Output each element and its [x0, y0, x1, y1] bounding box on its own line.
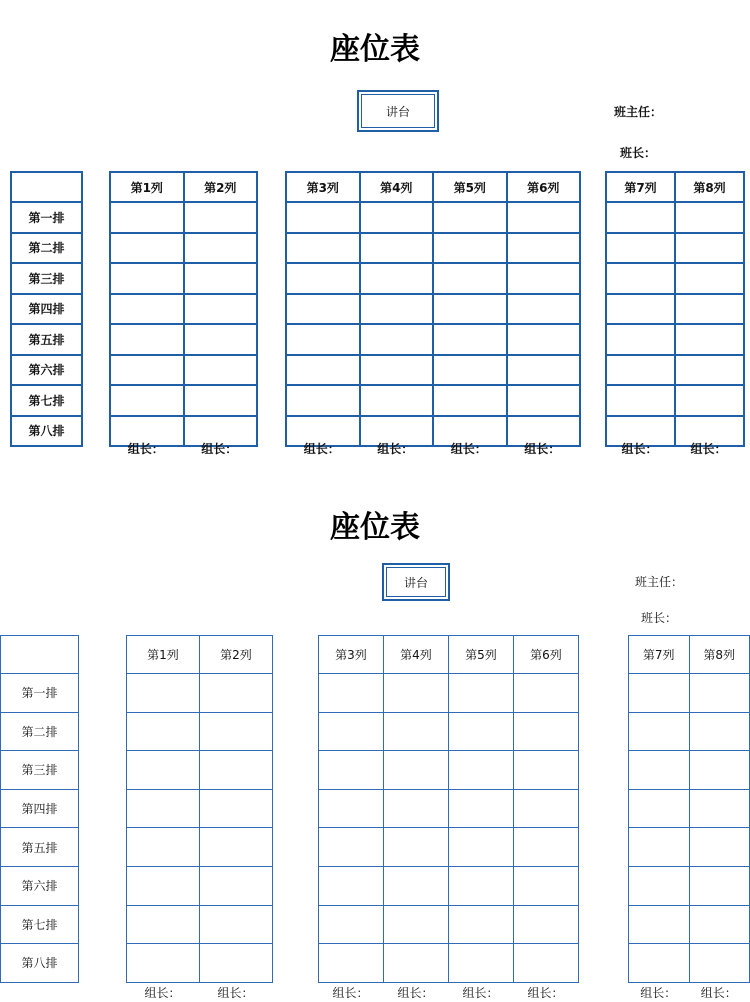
seat-row: [319, 751, 579, 790]
seat-cell[interactable]: [184, 263, 258, 294]
seat-row: [127, 789, 273, 828]
seat-cell[interactable]: [629, 674, 690, 713]
seat-cell[interactable]: [286, 263, 360, 294]
seat-cell[interactable]: [514, 828, 579, 867]
row-label: 第四排: [1, 789, 79, 828]
seat-cell[interactable]: [629, 789, 690, 828]
row-label: 第三排: [11, 263, 82, 294]
seat-cell[interactable]: [200, 674, 273, 713]
seat-row: [1, 674, 79, 713]
seat-table-group-2: [285, 171, 581, 447]
seat-cell[interactable]: [127, 712, 200, 751]
column-header: 第7列: [606, 172, 675, 202]
seat-cell[interactable]: [110, 233, 184, 264]
seat-cell[interactable]: [689, 944, 750, 983]
seat-cell[interactable]: [449, 828, 514, 867]
seat-cell[interactable]: [449, 789, 514, 828]
seat-row: [127, 905, 273, 944]
column-header: 第4列: [384, 636, 449, 674]
seat-cell[interactable]: [507, 385, 581, 416]
seat-table-group-3: [605, 171, 745, 447]
seat-cell[interactable]: [360, 263, 434, 294]
seat-cell[interactable]: [127, 751, 200, 790]
seat-row: [286, 385, 580, 416]
group-leader-label: 组长：: [303, 442, 340, 456]
seat-cell[interactable]: [433, 263, 507, 294]
seat-cell[interactable]: [127, 944, 200, 983]
row-label: 第五排: [11, 324, 82, 355]
seat-cell[interactable]: [689, 905, 750, 944]
seat-cell[interactable]: [689, 674, 750, 713]
seat-cell[interactable]: [507, 355, 581, 386]
seat-row: [1, 866, 79, 905]
row-label: 第五排: [1, 828, 79, 867]
seat-cell[interactable]: [184, 385, 258, 416]
seat-cell[interactable]: [384, 866, 449, 905]
seat-row: [319, 944, 579, 983]
seat-cell[interactable]: [449, 712, 514, 751]
seat-row: [127, 828, 273, 867]
seat-cell[interactable]: [127, 674, 200, 713]
group-leader-label: 组长：: [144, 986, 181, 1000]
seat-cell[interactable]: [200, 712, 273, 751]
seat-cell[interactable]: [127, 828, 200, 867]
seat-cell[interactable]: [384, 751, 449, 790]
row-label: 第一排: [11, 202, 82, 233]
seat-cell[interactable]: [689, 828, 750, 867]
seat-row: [606, 233, 744, 264]
row-label: 第六排: [11, 355, 82, 386]
seat-row: [629, 751, 750, 790]
seat-cell[interactable]: [629, 712, 690, 751]
seat-row: [319, 712, 579, 751]
seat-cell[interactable]: [384, 674, 449, 713]
group-leader-label: 组长：: [217, 986, 254, 1000]
group-leader-label: 组长：: [700, 986, 737, 1000]
row-label: 第七排: [1, 905, 79, 944]
seat-cell[interactable]: [514, 905, 579, 944]
seat-row: [1, 712, 79, 751]
seat-row: [286, 355, 580, 386]
head-teacher-label: 班主任：: [635, 575, 684, 589]
column-header: 第3列: [286, 172, 360, 202]
seat-row: [11, 202, 82, 233]
seat-cell[interactable]: [110, 385, 184, 416]
seat-cell[interactable]: [433, 385, 507, 416]
seat-cell[interactable]: [200, 828, 273, 867]
seat-row: [606, 355, 744, 386]
seat-cell[interactable]: [433, 202, 507, 233]
seat-cell[interactable]: [384, 944, 449, 983]
column-header: 第8列: [689, 636, 750, 674]
seat-cell[interactable]: [514, 674, 579, 713]
seat-row: [1, 828, 79, 867]
column-header: 第2列: [184, 172, 258, 202]
seat-cell[interactable]: [110, 355, 184, 386]
seat-cell[interactable]: [629, 866, 690, 905]
seat-cell[interactable]: [629, 751, 690, 790]
seat-row: [629, 828, 750, 867]
seat-cell[interactable]: [184, 355, 258, 386]
column-header: 第6列: [507, 172, 581, 202]
podium-box: [382, 563, 450, 601]
seat-cell[interactable]: [127, 866, 200, 905]
seat-row: [319, 674, 579, 713]
seat-cell[interactable]: [689, 751, 750, 790]
seat-row: [319, 828, 579, 867]
seat-cell[interactable]: [606, 294, 675, 325]
seat-cell[interactable]: [449, 944, 514, 983]
seat-cell[interactable]: [449, 674, 514, 713]
seat-cell[interactable]: [675, 355, 744, 386]
group-leader-label: 组长：: [462, 986, 499, 1000]
seat-cell[interactable]: [110, 202, 184, 233]
seat-row: [110, 263, 257, 294]
column-header: 第4列: [360, 172, 434, 202]
seat-cell[interactable]: [507, 263, 581, 294]
seat-cell[interactable]: [319, 944, 384, 983]
seat-row: [286, 294, 580, 325]
seat-row: [1, 944, 79, 983]
seat-cell[interactable]: [507, 233, 581, 264]
seat-cell[interactable]: [433, 233, 507, 264]
seat-cell[interactable]: [675, 294, 744, 325]
seat-cell[interactable]: [286, 202, 360, 233]
row-label: 第三排: [1, 751, 79, 790]
seat-row: [319, 789, 579, 828]
seat-cell[interactable]: [286, 294, 360, 325]
column-header: 第5列: [449, 636, 514, 674]
seat-row: [11, 294, 82, 325]
seat-row: [11, 233, 82, 264]
seat-cell[interactable]: [384, 789, 449, 828]
row-label: 第七排: [11, 385, 82, 416]
seat-row: [629, 905, 750, 944]
seat-cell[interactable]: [286, 233, 360, 264]
podium-box: [357, 90, 439, 132]
group-leader-label: 组长：: [332, 986, 369, 1000]
seat-row: [319, 905, 579, 944]
seat-cell[interactable]: [127, 789, 200, 828]
group-leader-label: 组长：: [524, 442, 561, 456]
seat-cell[interactable]: [127, 905, 200, 944]
seat-row: [606, 202, 744, 233]
seat-cell[interactable]: [286, 385, 360, 416]
seat-cell[interactable]: [360, 324, 434, 355]
column-header: 第3列: [319, 636, 384, 674]
seat-row: [1, 905, 79, 944]
seat-cell[interactable]: [360, 294, 434, 325]
seat-cell[interactable]: [675, 233, 744, 264]
seat-cell[interactable]: [675, 324, 744, 355]
group-leader-label: 组长：: [640, 986, 677, 1000]
column-header: 第6列: [514, 636, 579, 674]
seat-cell[interactable]: [184, 202, 258, 233]
seat-cell[interactable]: [433, 294, 507, 325]
seat-row: [11, 416, 82, 447]
group-leader-label: 组长：: [377, 442, 414, 456]
seat-cell[interactable]: [507, 202, 581, 233]
seat-cell[interactable]: [110, 294, 184, 325]
seat-cell[interactable]: [449, 905, 514, 944]
seat-row: [11, 385, 82, 416]
column-header: 第5列: [433, 172, 507, 202]
seat-row: [110, 202, 257, 233]
seat-table-group-1: [126, 635, 273, 983]
seat-row: [606, 385, 744, 416]
seat-cell[interactable]: [319, 751, 384, 790]
row-label: 第一排: [1, 674, 79, 713]
seat-cell[interactable]: [675, 385, 744, 416]
podium-label: 讲台: [385, 104, 410, 119]
seat-cell[interactable]: [689, 789, 750, 828]
seat-cell[interactable]: [319, 712, 384, 751]
column-header: 第1列: [127, 636, 200, 674]
seat-cell[interactable]: [360, 385, 434, 416]
seat-cell[interactable]: [507, 324, 581, 355]
page-title: 座位表: [330, 510, 420, 545]
seat-row: [629, 866, 750, 905]
seat-cell[interactable]: [200, 944, 273, 983]
seat-cell[interactable]: [384, 712, 449, 751]
seat-cell[interactable]: [110, 324, 184, 355]
seat-table-group-2: [318, 635, 579, 983]
seat-cell[interactable]: [514, 712, 579, 751]
group-leader-label: 组长：: [201, 442, 238, 456]
monitor-label: 班长：: [620, 146, 657, 160]
seat-cell[interactable]: [514, 944, 579, 983]
seat-row: [606, 324, 744, 355]
seat-cell[interactable]: [629, 905, 690, 944]
seat-cell[interactable]: [184, 233, 258, 264]
group-leader-label: 组长：: [397, 986, 434, 1000]
row-label: 第四排: [11, 294, 82, 325]
row-label: 第二排: [1, 712, 79, 751]
seat-cell[interactable]: [184, 324, 258, 355]
monitor-label: 班长：: [641, 611, 678, 625]
seat-row: [286, 324, 580, 355]
seat-row: [629, 674, 750, 713]
seat-cell[interactable]: [514, 789, 579, 828]
seat-row: [1, 751, 79, 790]
seat-cell[interactable]: [360, 202, 434, 233]
seat-cell[interactable]: [606, 324, 675, 355]
seat-cell[interactable]: [606, 233, 675, 264]
seat-row: [127, 866, 273, 905]
seat-cell[interactable]: [606, 263, 675, 294]
row-label: 第八排: [1, 944, 79, 983]
seat-row: [127, 674, 273, 713]
group-leader-label: 组长：: [527, 986, 564, 1000]
seat-cell[interactable]: [319, 828, 384, 867]
seat-cell[interactable]: [200, 751, 273, 790]
seat-cell[interactable]: [433, 355, 507, 386]
seat-cell[interactable]: [675, 202, 744, 233]
podium-label: 讲台: [403, 575, 428, 590]
column-header: 第1列: [110, 172, 184, 202]
seat-row: [110, 233, 257, 264]
seat-cell[interactable]: [286, 324, 360, 355]
seat-cell[interactable]: [319, 789, 384, 828]
seat-cell[interactable]: [507, 294, 581, 325]
seat-cell[interactable]: [184, 294, 258, 325]
column-header: 第8列: [675, 172, 744, 202]
seat-cell[interactable]: [449, 751, 514, 790]
seat-cell[interactable]: [384, 905, 449, 944]
seat-row: [286, 202, 580, 233]
seat-cell[interactable]: [319, 674, 384, 713]
seat-cell[interactable]: [384, 828, 449, 867]
seat-cell[interactable]: [200, 905, 273, 944]
seat-cell[interactable]: [360, 355, 434, 386]
row-label: 第八排: [11, 416, 82, 447]
seat-cell[interactable]: [606, 355, 675, 386]
seat-cell[interactable]: [319, 866, 384, 905]
seat-table-group-1: [109, 171, 258, 447]
seat-row: [127, 712, 273, 751]
seat-row: [110, 355, 257, 386]
seat-row: [1, 789, 79, 828]
group-leader-label: 组长：: [621, 442, 658, 456]
seat-cell[interactable]: [449, 866, 514, 905]
corner-cell: [11, 172, 82, 202]
seat-cell[interactable]: [514, 751, 579, 790]
column-header: 第2列: [200, 636, 273, 674]
seat-row: [11, 355, 82, 386]
seat-cell[interactable]: [200, 789, 273, 828]
seat-row: [110, 324, 257, 355]
seat-cell[interactable]: [606, 202, 675, 233]
page-title: 座位表: [330, 32, 420, 67]
row-header-table: [0, 635, 79, 983]
group-leader-label: 组长：: [127, 442, 164, 456]
row-label: 第二排: [11, 233, 82, 264]
column-header: 第7列: [629, 636, 690, 674]
seat-row: [127, 751, 273, 790]
seat-cell[interactable]: [689, 712, 750, 751]
seat-row: [319, 866, 579, 905]
seat-cell[interactable]: [433, 324, 507, 355]
group-leader-label: 组长：: [450, 442, 487, 456]
seat-row: [11, 263, 82, 294]
seat-row: [110, 294, 257, 325]
corner-cell: [1, 636, 79, 674]
seat-cell[interactable]: [286, 355, 360, 386]
head-teacher-label: 班主任：: [614, 105, 663, 119]
seat-row: [127, 944, 273, 983]
seat-cell[interactable]: [606, 385, 675, 416]
seat-cell[interactable]: [514, 866, 579, 905]
seat-cell[interactable]: [629, 944, 690, 983]
seat-cell[interactable]: [319, 905, 384, 944]
seat-cell[interactable]: [675, 263, 744, 294]
group-leader-label: 组长：: [690, 442, 727, 456]
seat-cell[interactable]: [360, 233, 434, 264]
seat-row: [629, 789, 750, 828]
seat-row: [629, 712, 750, 751]
seat-row: [286, 233, 580, 264]
seat-row: [286, 263, 580, 294]
seat-table-group-3: [628, 635, 750, 983]
seat-row: [629, 944, 750, 983]
seat-row: [606, 294, 744, 325]
seat-row: [11, 324, 82, 355]
row-header-table: [10, 171, 83, 447]
seat-cell[interactable]: [629, 828, 690, 867]
seat-row: [606, 263, 744, 294]
seat-row: [110, 385, 257, 416]
seat-cell[interactable]: [200, 866, 273, 905]
seat-cell[interactable]: [110, 263, 184, 294]
seat-cell[interactable]: [689, 866, 750, 905]
row-label: 第六排: [1, 866, 79, 905]
